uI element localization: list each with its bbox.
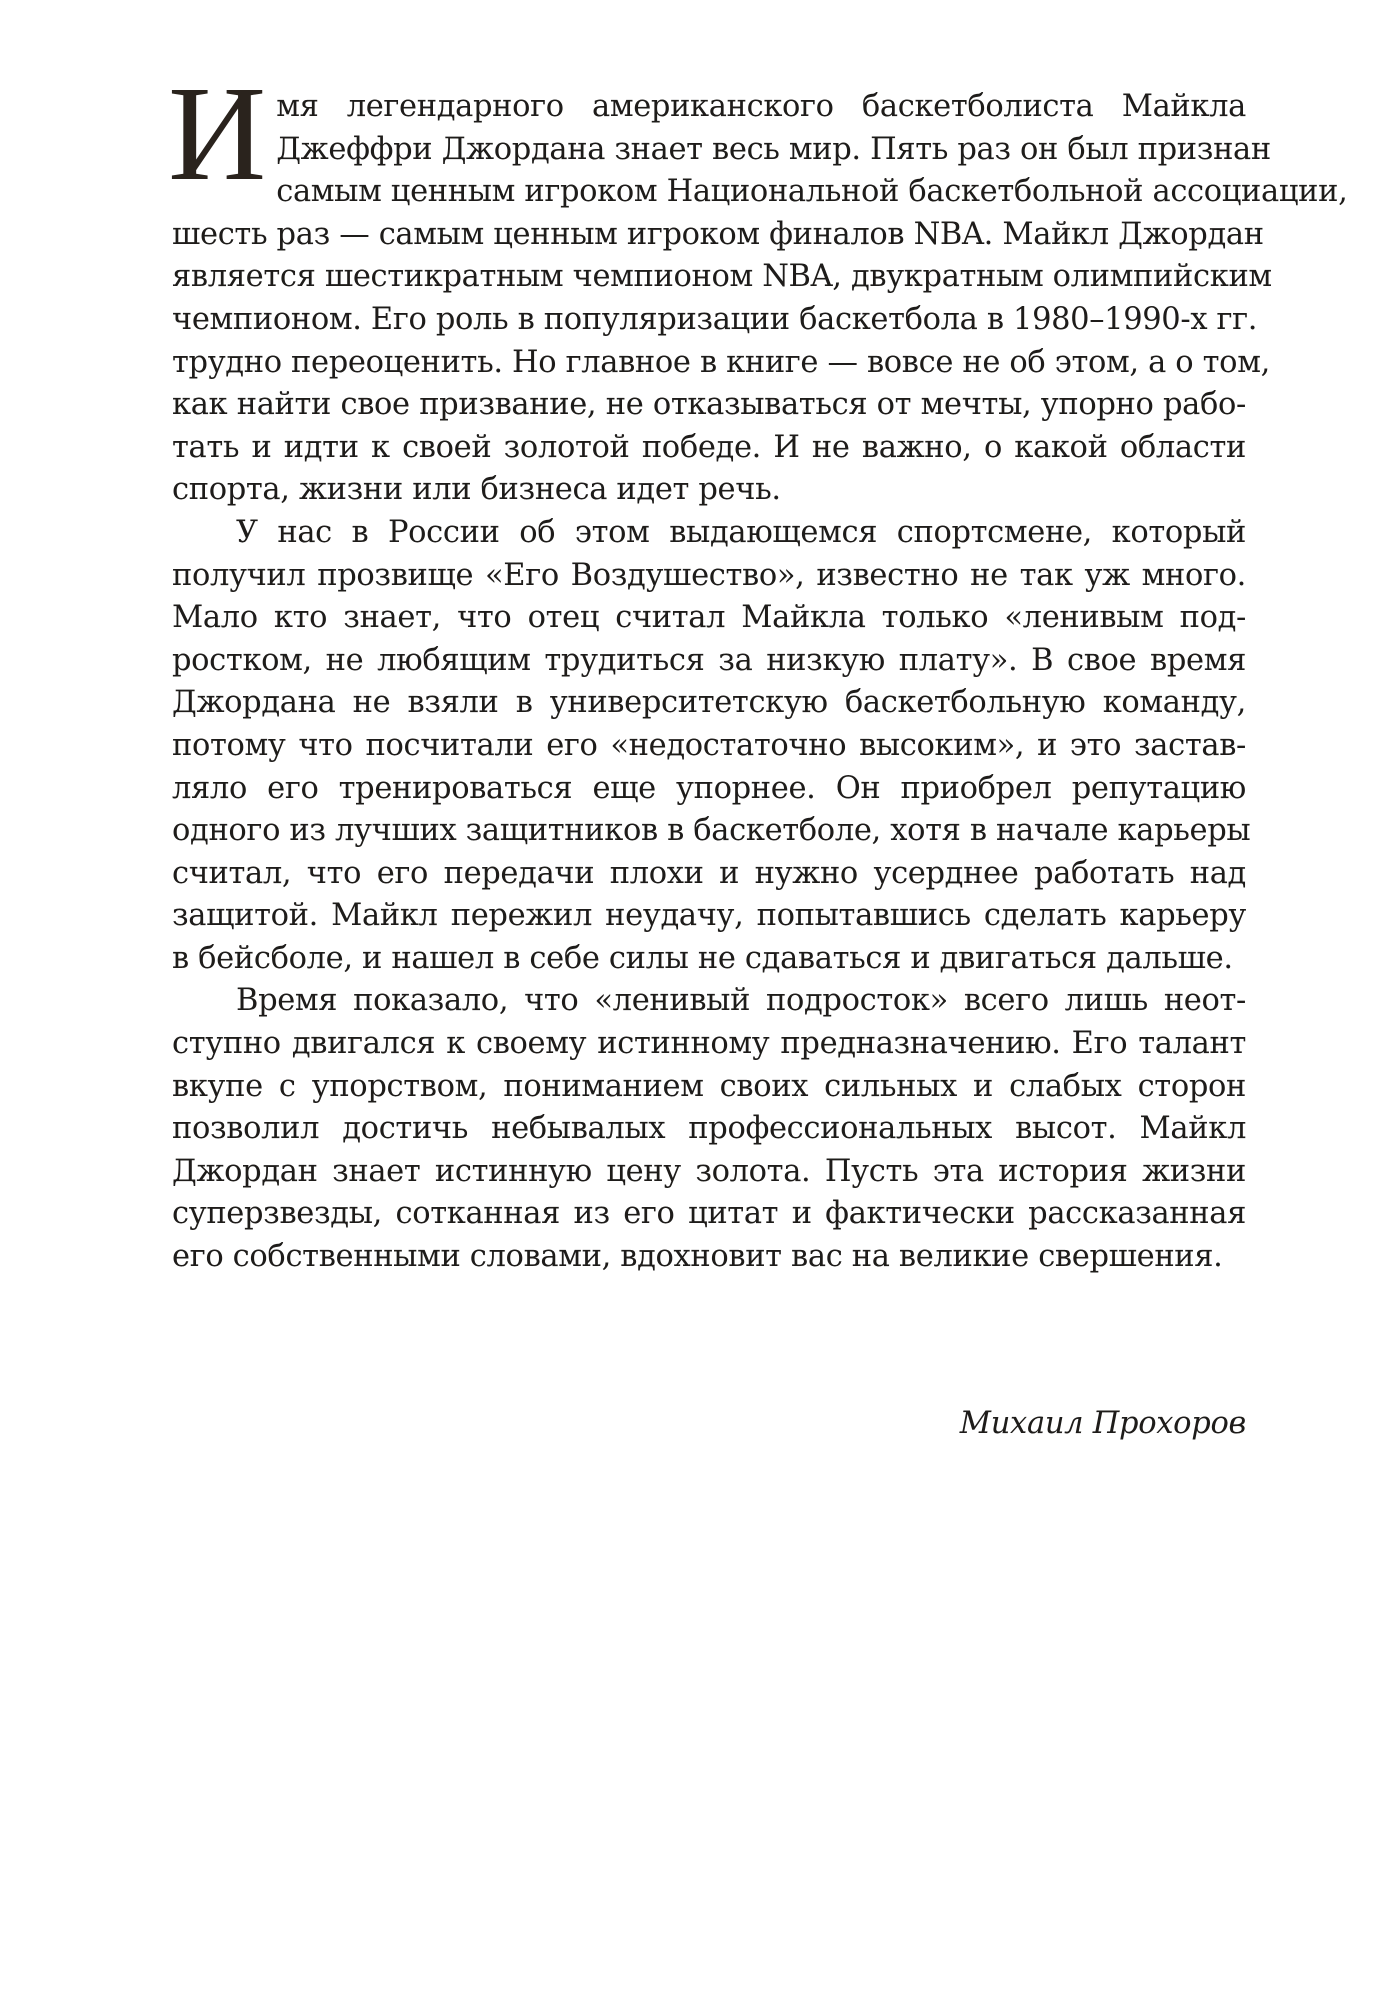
text-line: чемпионом. Его роль в популяризации баскетбола в 1980–1990-х гг. xyxy=(172,301,1258,337)
text-line: позволил достичь небывалых профессиональных высот. Майкл xyxy=(172,1111,1246,1147)
foreword-text xyxy=(168,59,1348,1279)
text-line: Джордан знает истинную цену золота. Пусть эта история жизни xyxy=(172,1153,1246,1189)
drop-cap-letter: И xyxy=(168,59,267,209)
text-line: самым ценным игроком Национальной баскетбольной ассоциации, xyxy=(276,174,1348,210)
text-line: У нас в России об этом выдающемся спортсмене, который xyxy=(236,514,1246,550)
text-line: Время показало, что «ленивый подросток» всего лишь неот- xyxy=(236,983,1246,1019)
text-line: Джордана не взяли в университетскую баскетбольную команду, xyxy=(172,685,1246,721)
text-line: одного из лучших защитников в баскетболе, хотя в начале карьеры xyxy=(172,813,1251,849)
text-line: защитой. Майкл пережил неудачу, попытавшись сделать карьеру xyxy=(172,898,1246,934)
text-line: как найти свое призвание, не отказываться от мечты, упорно рабо- xyxy=(172,387,1246,423)
paragraph-2 xyxy=(172,512,1251,981)
text-line: тать и идти к своей золотой победе. И не важно, о какой области xyxy=(172,429,1246,465)
text-line: считал, что его передачи плохи и нужно усерднее работать над xyxy=(172,855,1246,891)
text-line: в бейсболе, и нашел в себе силы не сдаваться и двигаться дальше. xyxy=(172,940,1233,976)
author-signature: Михаил Прохоров xyxy=(959,1406,1246,1441)
text-line: его собственными словами, вдохновит вас на великие свершения. xyxy=(172,1239,1223,1275)
text-line: Джеффри Джордана знает весь мир. Пять раз он был признан xyxy=(276,131,1271,167)
text-line: потому что посчитали его «недостаточно высоким», и это застав- xyxy=(172,727,1246,763)
text-line: получил прозвище «Его Воздушество», известно не так уж много. xyxy=(172,557,1246,593)
text-line: является шестикратным чемпионом NBA, двукратным олимпийским xyxy=(172,259,1272,295)
text-line: спорта, жизни или бизнеса идет речь. xyxy=(172,472,781,508)
paragraph-1 xyxy=(168,59,1348,512)
text-line: шесть раз — самым ценным игроком финалов NBA. Майкл Джордан xyxy=(172,216,1264,252)
text-line: ляло его тренироваться еще упорнее. Он приобрел репутацию xyxy=(172,770,1246,806)
text-line: суперзвезды, сотканная из его цитат и фактически рассказанная xyxy=(172,1196,1246,1232)
text-line: трудно переоценить. Но главное в книге — вовсе не об этом, а о том, xyxy=(172,344,1270,380)
text-line: вкупе с упорством, пониманием своих сильных и слабых сторон xyxy=(172,1068,1246,1104)
paragraph-3 xyxy=(172,980,1246,1278)
text-line: ростком, не любящим трудиться за низкую плату». В свое время xyxy=(172,642,1246,678)
text-line: ступно двигался к своему истинному предназначению. Его талант xyxy=(172,1026,1246,1062)
text-line: Мало кто знает, что отец считал Майкла только «ленивым под- xyxy=(172,600,1246,636)
text-line: мя легендарного американского баскетболиста Майкла xyxy=(276,89,1246,124)
